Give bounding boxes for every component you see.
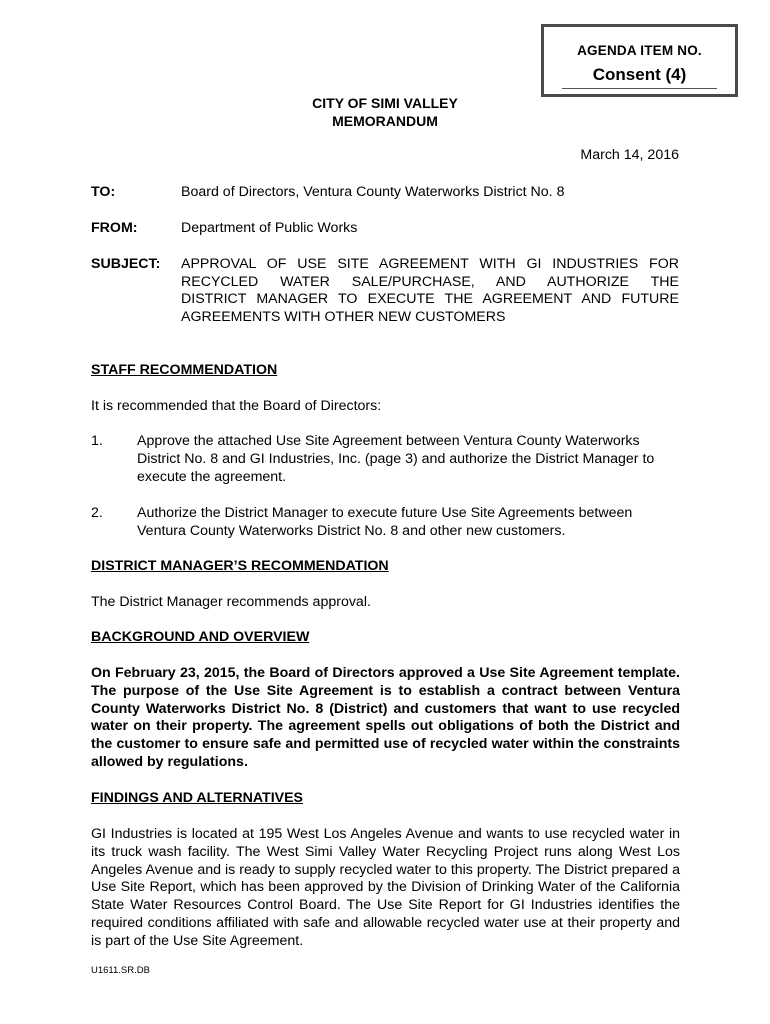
staff-recommendation-intro: It is recommended that the Board of Directors: xyxy=(91,398,382,414)
district-manager-heading: DISTRICT MANAGER’S RECOMMENDATION xyxy=(91,558,389,574)
agenda-item-value: Consent (4) xyxy=(592,65,687,84)
subject-line: DISTRICT MANAGER TO EXECUTE THE AGREEMENT AND FUTURE xyxy=(181,291,679,308)
from-value: Department of Public Works xyxy=(181,220,358,236)
findings-paragraph: GI Industries is located at 195 West Los Angeles Avenue and wants to use recycled water in its truck wash facility. The West Simi Valley Water Recycling Project runs along West Los Angeles Avenue and is ready to supply recycled water to this property. The District prepared a Use Site Report, which has been approved by the Division of Drinking Water of the California State Water Resources Control Board. The Use Site Report for GI Industries identifies the required conditions affiliated with safe and allowable recycled water use at their property and is part of the Use Site Agreement. xyxy=(91,826,680,949)
background-heading: BACKGROUND AND OVERVIEW xyxy=(91,629,310,645)
list-item-number: 1. xyxy=(91,433,103,449)
list-item-number: 2. xyxy=(91,505,103,521)
subject-text xyxy=(181,256,679,326)
agenda-item-box xyxy=(541,24,738,97)
from-label: FROM: xyxy=(91,220,138,236)
agenda-item-label: AGENDA ITEM NO. xyxy=(577,43,702,58)
background-paragraph: On February 23, 2015, the Board of Directors approved a Use Site Agreement template. The purpose of the Use Site Agreement is to establish a contract between Ventura County Waterworks District No. 8 (District) and customers that want to use recycled water on their property. The agreement spells out obligations of both the District and the customer to ensure safe and permitted use of recycled water within the constraints allowed by regulations. xyxy=(91,665,680,770)
list-item: Approve the attached Use Site Agreement between Ventura County Waterworks District No. 8 and GI Industries, Inc. (page 3) and authorize the District Manager to execute the agreement. xyxy=(137,433,655,485)
findings-heading: FINDINGS AND ALTERNATIVES xyxy=(91,790,304,806)
memo-title: MEMORANDUM xyxy=(332,113,438,129)
district-manager-text: The District Manager recommends approval. xyxy=(91,594,371,610)
subject-line: RECYCLED WATER SALE/PURCHASE, AND AUTHORIZE THE xyxy=(181,273,679,290)
to-value: Board of Directors, Ventura County Waterworks District No. 8 xyxy=(181,184,565,200)
subject-label: SUBJECT: xyxy=(91,256,161,272)
subject-line: APPROVAL OF USE SITE AGREEMENT WITH GI INDUSTRIES FOR xyxy=(181,256,679,272)
agenda-item-rule xyxy=(562,88,717,89)
memo-date: March 14, 2016 xyxy=(580,147,679,163)
city-title: CITY OF SIMI VALLEY xyxy=(312,95,458,111)
to-label: TO: xyxy=(91,184,116,200)
list-item: Authorize the District Manager to execute future Use Site Agreements between Ventura County Waterworks District No. 8 and other new customers. xyxy=(137,505,633,539)
document-code-footer: U1611.SR.DB xyxy=(91,965,150,976)
staff-recommendation-heading: STAFF RECOMMENDATION xyxy=(91,362,278,378)
subject-line: AGREEMENTS WITH OTHER NEW CUSTOMERS xyxy=(181,308,506,325)
